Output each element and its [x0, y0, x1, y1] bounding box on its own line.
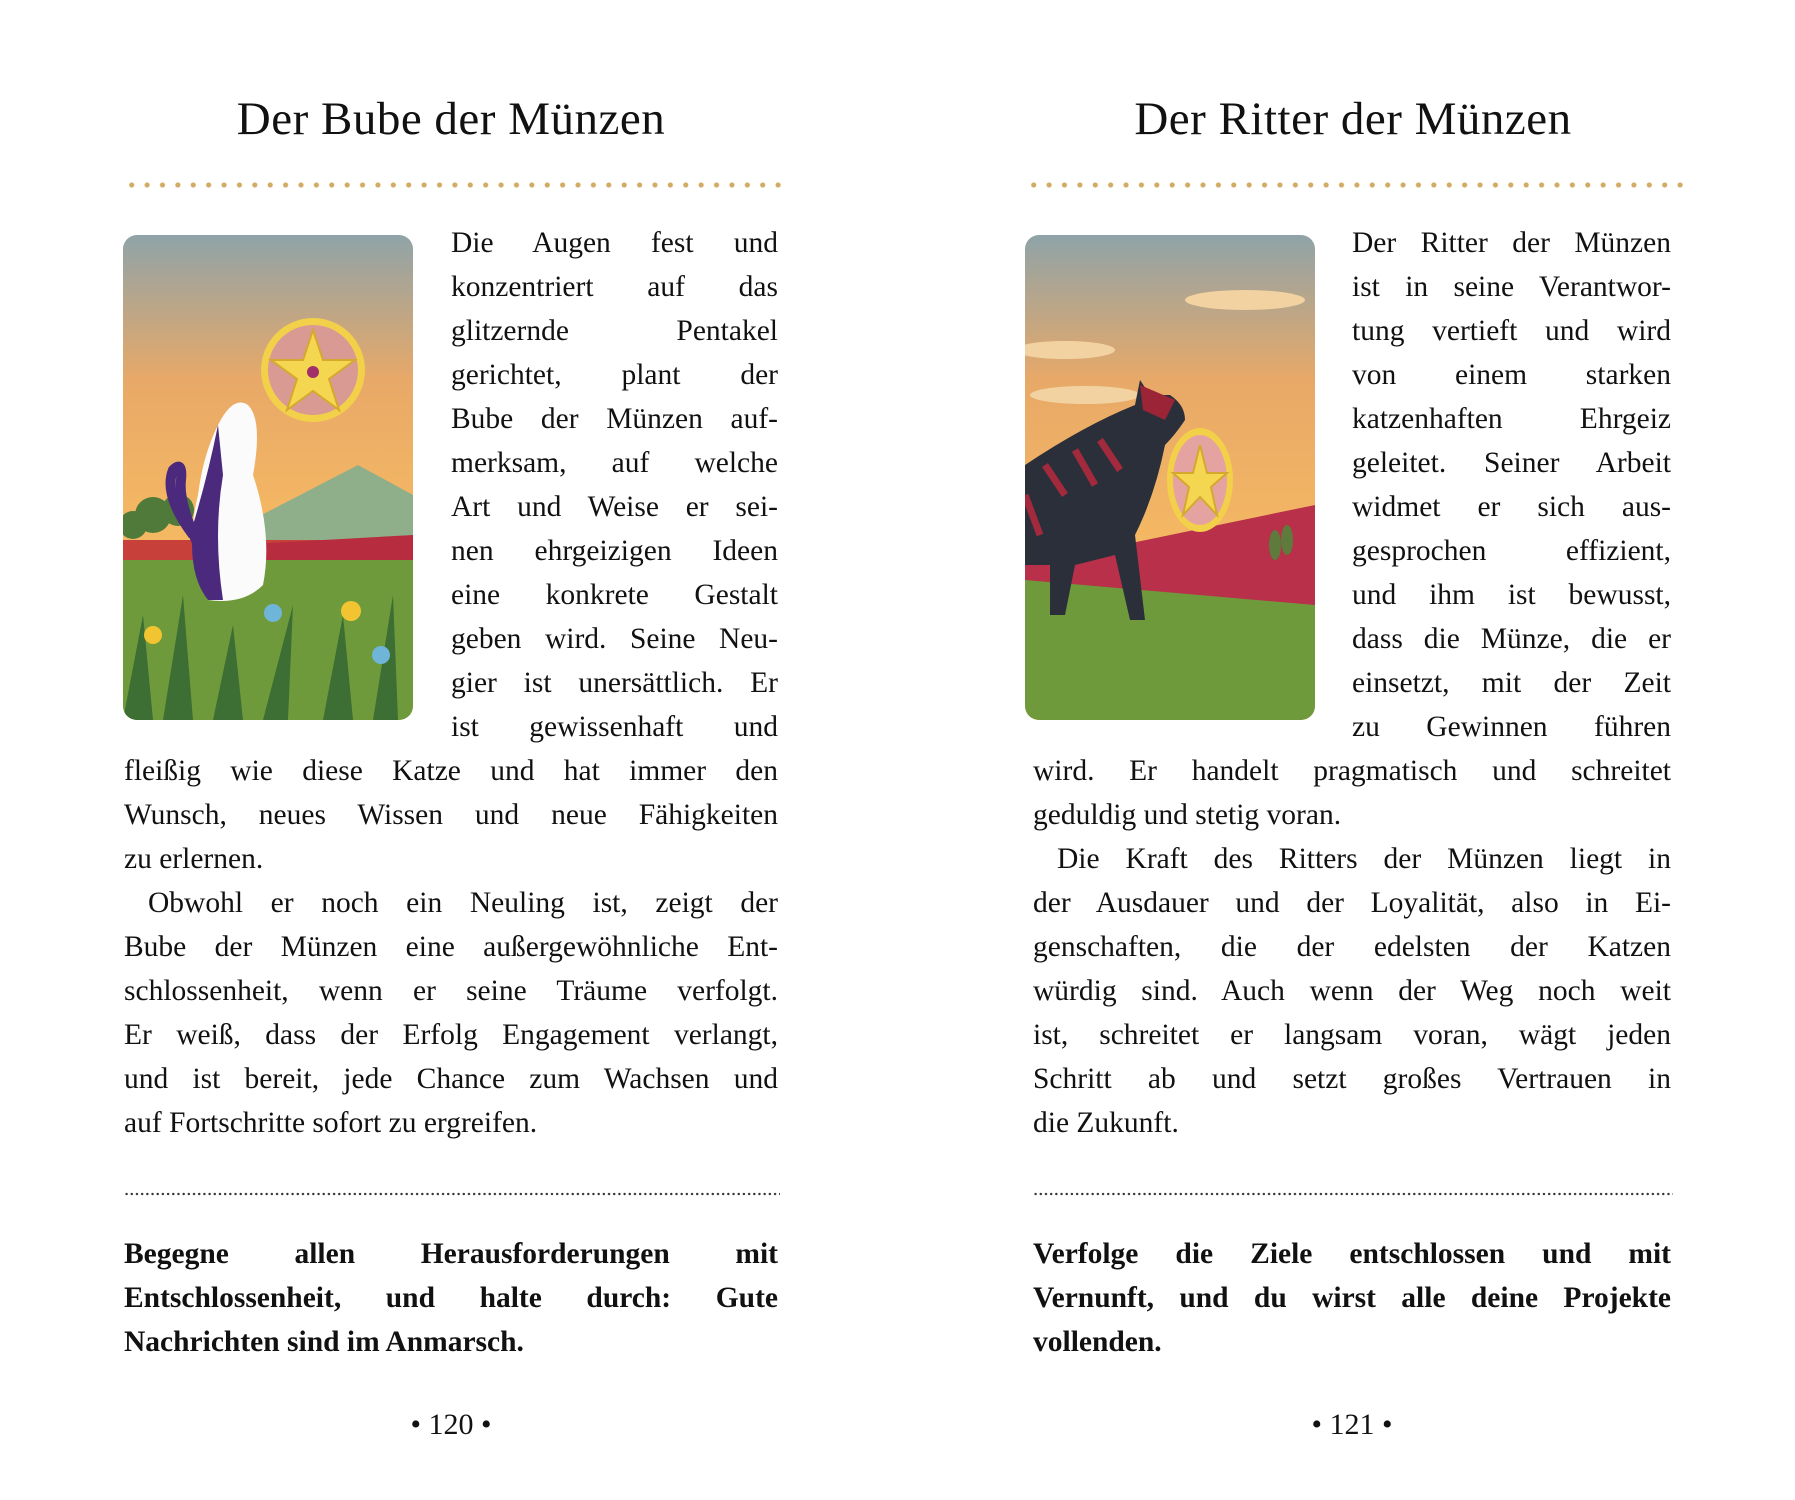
text-line: Art und Weise er sei-: [451, 491, 778, 523]
text-line: widmet er sich aus-: [1352, 491, 1671, 523]
text-line: geduldig und stetig voran.: [1033, 799, 1342, 831]
text-line: zu erlernen.: [124, 843, 264, 875]
text-line: und ist bereit, jede Chance zum Wachsen und: [124, 1063, 778, 1095]
text-line: Der Ritter der Münzen: [1352, 227, 1671, 259]
text-line: Entschlossenheit, und halte durch: Gute: [124, 1282, 778, 1314]
body-paragraph-2: [1033, 837, 1671, 1145]
text-line: Begegne allen Herausforderungen mit: [124, 1238, 778, 1270]
text-line: Die Augen fest und: [451, 227, 778, 259]
text-line: katzenhaften Ehrgeiz: [1352, 403, 1671, 435]
text-line: ist, schreitet er langsam voran, wägt jeden: [1033, 1019, 1671, 1051]
text-line: tung vertieft und wird: [1352, 315, 1671, 347]
text-line: wird. Er handelt pragmatisch und schreitet: [1033, 755, 1671, 787]
text-line: vollenden.: [1033, 1326, 1162, 1358]
page-title: Der Ritter der Münzen: [1134, 93, 1572, 145]
text-line: die Zukunft.: [1033, 1107, 1179, 1139]
text-line: Er weiß, dass der Erfolg Engagement verlangt,: [124, 1019, 778, 1051]
body-text-full: [1033, 749, 1671, 837]
motto-text: [1033, 1232, 1671, 1364]
text-line: Nachrichten sind im Anmarsch.: [124, 1326, 524, 1358]
gold-dotted-divider: [1026, 180, 1688, 190]
text-line: zu Gewinnen führen: [1352, 711, 1671, 743]
text-line: von einem starken: [1352, 359, 1671, 391]
text-line: schlossenheit, wenn er seine Träume verfolgt.: [124, 975, 778, 1007]
text-line: würdig sind. Auch wenn der Weg noch weit: [1033, 975, 1671, 1007]
text-line: eine konkrete Gestalt: [451, 579, 778, 611]
text-line: merksam, auf welche: [451, 447, 778, 479]
text-line: geleitet. Seiner Arbeit: [1352, 447, 1671, 479]
page-title: Der Bube der Münzen: [236, 93, 666, 145]
text-line: genschaften, die der edelsten der Katzen: [1033, 931, 1671, 963]
tarot-card-image-knight-of-pentacles: [1025, 235, 1315, 720]
text-line: Schritt ab und setzt großes Vertrauen in: [1033, 1063, 1671, 1095]
text-line: gesprochen effizient,: [1352, 535, 1671, 567]
text-line: Vernunft, und du wirst alle deine Projekte: [1033, 1282, 1671, 1314]
text-line: Bube der Münzen auf-: [451, 403, 778, 435]
text-line: fleißig wie diese Katze und hat immer den: [124, 755, 778, 787]
text-line: nen ehrgeizigen Ideen: [451, 535, 778, 567]
text-line: Obwohl er noch ein Neuling ist, zeigt der: [148, 887, 778, 919]
text-line: konzentriert auf das: [451, 271, 778, 303]
text-line: Verfolge die Ziele entschlossen und mit: [1033, 1238, 1671, 1270]
text-line: gier ist unersättlich. Er: [451, 667, 778, 699]
text-line: geben wird. Seine Neu-: [451, 623, 778, 655]
text-line: gerichtet, plant der: [451, 359, 778, 391]
text-line: auf Fortschritte sofort zu ergreifen.: [124, 1107, 538, 1139]
text-line: glitzernde Pentakel: [451, 315, 778, 347]
text-line: Bube der Münzen eine außergewöhnliche Ent-: [124, 931, 778, 963]
body-text-wrapped: [1352, 221, 1671, 749]
text-line: und ihm ist bewusst,: [1352, 579, 1671, 611]
page-number: • 120 •: [410, 1408, 492, 1441]
text-line: ist in seine Verantwor-: [1352, 271, 1671, 303]
text-line: ist gewissenhaft und: [451, 711, 778, 743]
text-line: Wunsch, neues Wissen und neue Fähigkeiten: [124, 799, 778, 831]
page-number: • 121 •: [1311, 1408, 1393, 1441]
dotted-separator: [1033, 1192, 1673, 1196]
text-line: Die Kraft des Ritters der Münzen liegt in: [1057, 843, 1671, 875]
text-line: der Ausdauer und der Loyalität, also in Ei-: [1033, 887, 1671, 919]
text-line: dass die Münze, die er: [1352, 623, 1671, 655]
text-line: einsetzt, mit der Zeit: [1352, 667, 1671, 699]
